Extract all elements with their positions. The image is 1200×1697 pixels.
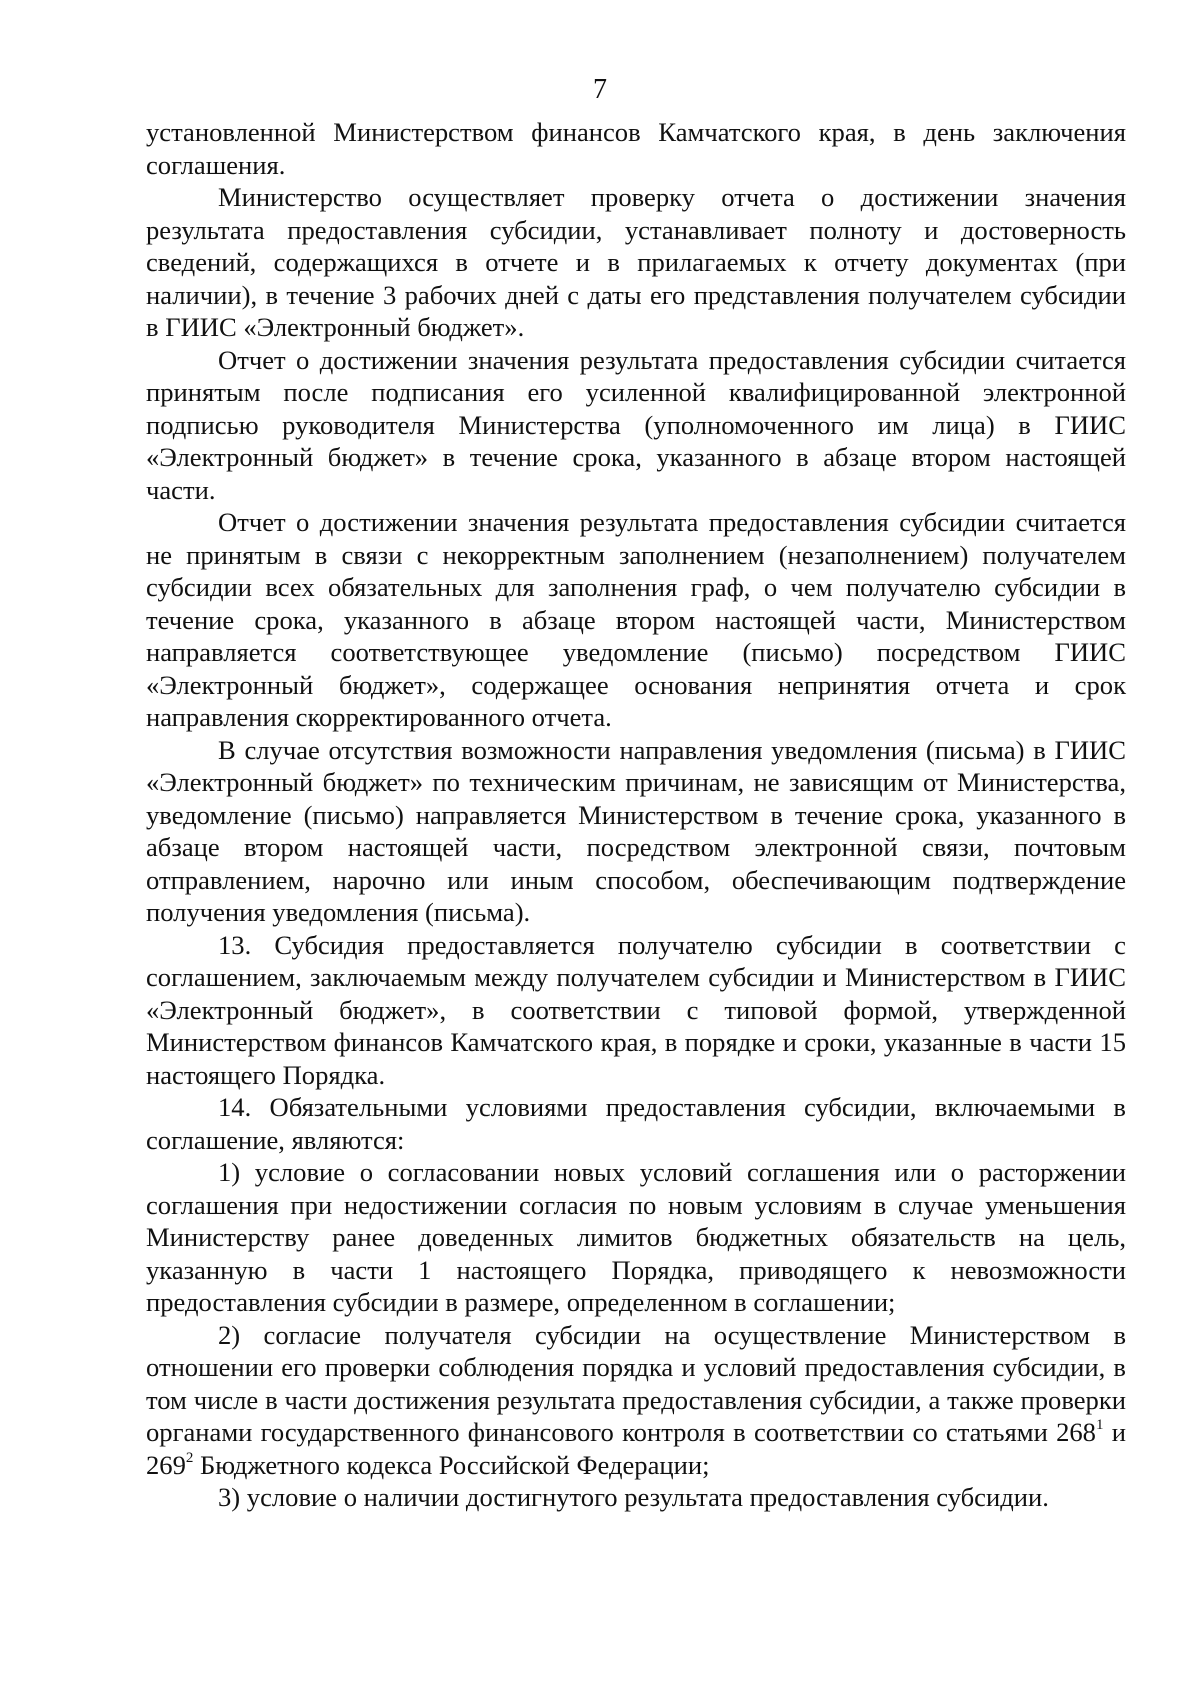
condition-2-text-before: 2) согласие получателя субсидии на осуществление Министерством в отношении его проверки соблюдения порядка и условий предоставления субсидии, в том числе в части достижения результата предоставления субсидии, а также проверки органами государственного финансового контроля в соответствии со статьями 268 <box>146 1319 1126 1447</box>
paragraph-item-13: 13. Субсидия предоставляется получателю субсидии в соответствии с соглашением, заключаемым между получателем субсидии и Министерством в ГИИС «Электронный бюджет», в соответствии с типовой формой, утвержденной Министерством финансов Камчатского края, в порядке и сроки, указанные в части 15 настоящего Порядка. <box>146 929 1126 1090</box>
document-body <box>146 116 1126 1514</box>
paragraph-condition-1: 1) условие о согласовании новых условий соглашения или о расторжении соглашения при недостижении согласия по новым условиям в случае уменьшения Министерству ранее доведенных лимитов бюджетных обязательств на цель, указанную в части 1 настоящего Порядка, приводящего к невозможности предоставления субсидии в размере, определенном в соглашении; <box>146 1157 1126 1317</box>
condition-2-text-middle: и 269 <box>146 1417 1126 1480</box>
paragraph-report-not-accepted: Отчет о достижении значения результата предоставления субсидии считается не принятым в связи с некорректным заполнением (незаполнением) получателем субсидии всех обязательных для заполнения граф, о чем получателю субсидии в течение срока, указанного в абзаце втором настоящей части, Министерством направляется соответствующее уведомление (письмо) посредством ГИИС «Электронный бюджет», содержащее основания непринятия отчета и срок направления скорректированного отчета. <box>146 507 1126 732</box>
paragraph-report-check: Министерство осуществляет проверку отчета о достижении значения результата предоставления субсидии, устанавливает полноту и достоверность сведений, содержащихся в отчете и в прилагаемых к отчету документах (при наличии), в течение 3 рабочих дней с даты его представления получателем субсидии в ГИИС «Электронный бюджет». <box>146 182 1126 342</box>
paragraph-condition-3: 3) условие о наличии достигнутого результата предоставления субсидии. <box>218 1482 1049 1512</box>
paragraph-condition-2 <box>146 1319 1126 1482</box>
article-268-superscript: 1 <box>1095 1417 1104 1434</box>
paragraph-report-accepted: Отчет о достижении значения результата предоставления субсидии считается принятым после подписания его усиленной квалифицированной электронной подписью руководителя Министерства (уполномоченного им лица) в ГИИС «Электронный бюджет» в течение срока, указанного в абзаце втором настоящей части. <box>146 344 1126 505</box>
condition-2-text-after: Бюджетного кодекса Российской Федерации; <box>193 1449 710 1480</box>
page-number: 7 <box>593 74 607 105</box>
paragraph-item-14: 14. Обязательными условиями предоставления субсидии, включаемыми в соглашение, являются: <box>146 1092 1126 1155</box>
paragraph-continuation: установленной Министерством финансов Камчатского края, в день заключения соглашения. <box>146 117 1126 180</box>
paragraph-notification-alternative: В случае отсутствия возможности направления уведомления (письма) в ГИИС «Электронный бюджет» по техническим причинам, не зависящим от Министерства, уведомление (письмо) направляется Министерством в течение срока, указанного в абзаце втором настоящей части, посредством электронной связи, почтовым отправлением, нарочно или иным способом, обеспечивающим подтверждение получения уведомления (письма). <box>146 734 1126 927</box>
article-269-superscript: 2 <box>185 1449 194 1466</box>
